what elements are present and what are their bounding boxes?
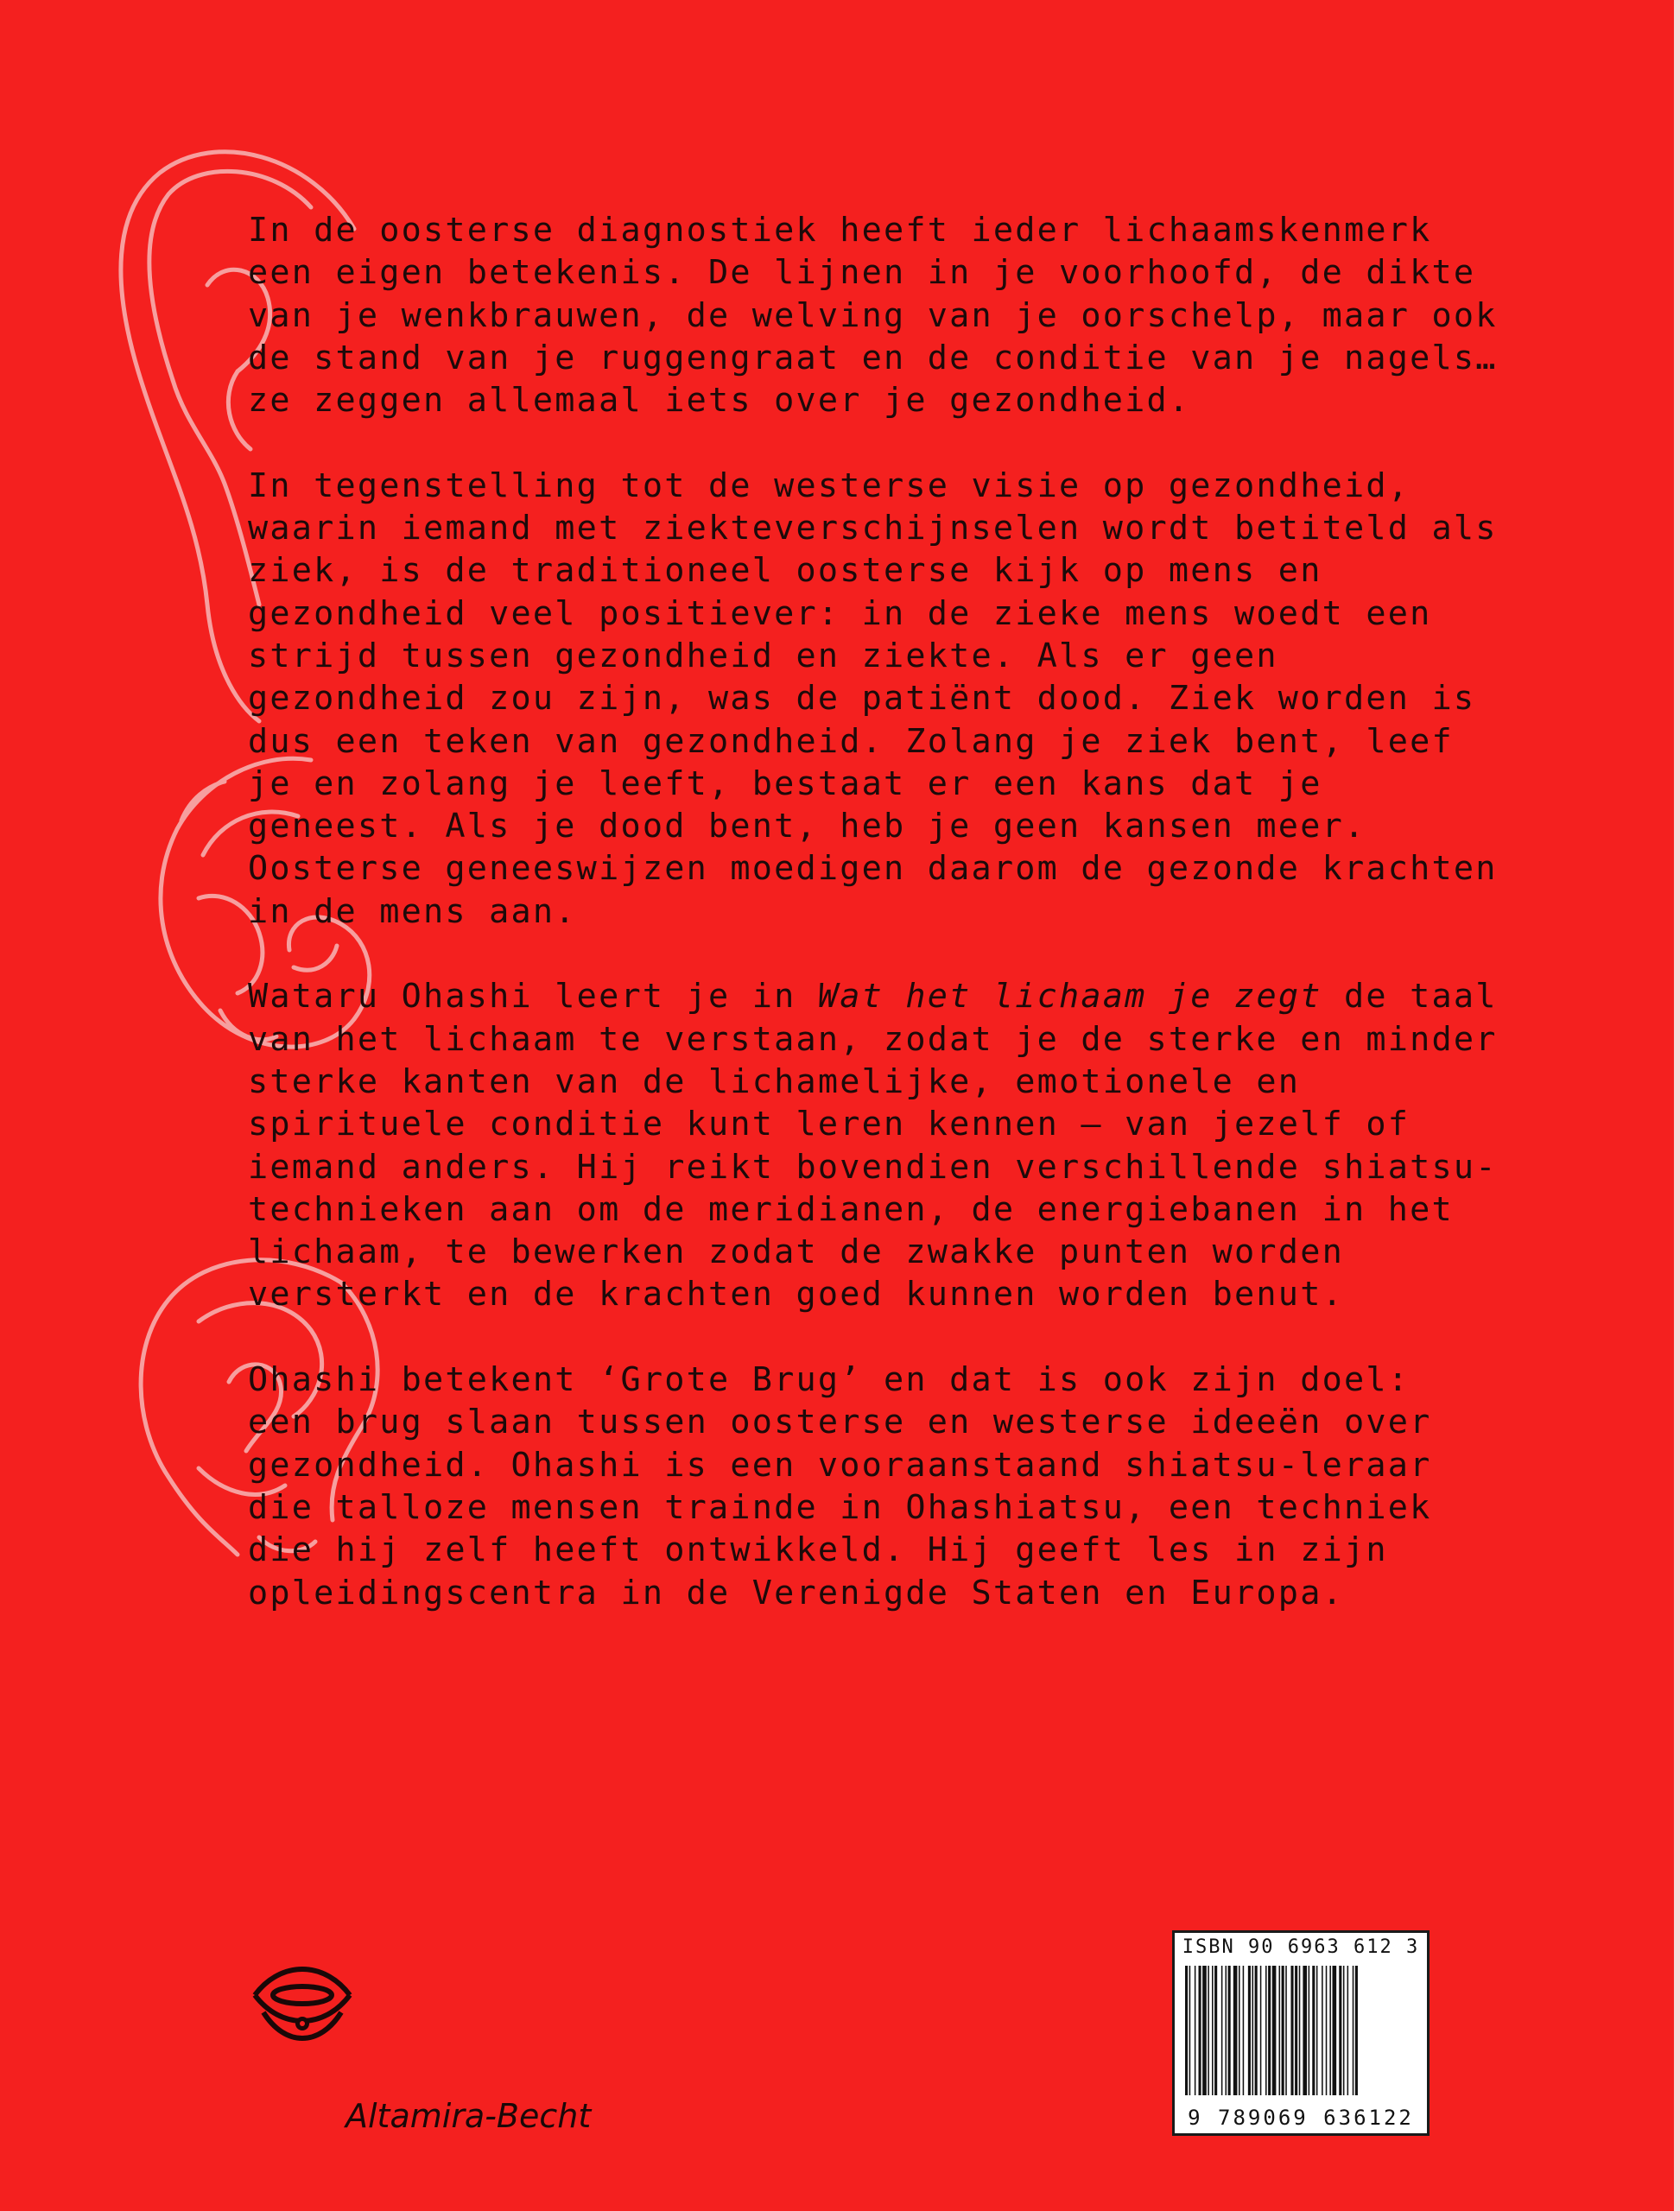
blurb-line: strijd tussen gezondheid en ziekte. Als er geen (248, 636, 1278, 675)
blurb-line: gezondheid. Ohashi is een vooraanstaand shiatsu-leraar (248, 1445, 1432, 1485)
publisher-name: Altamira-Becht (346, 2097, 592, 2135)
blurb-line: sterke kanten van de lichamelijke, emotionele en (248, 1061, 1301, 1101)
blurb-line: in de mens aan. (248, 891, 577, 931)
blurb-paragraph (248, 1359, 1474, 1614)
blurb-line: Ohashi betekent ‘Grote Brug’ en dat is ook zijn doel: (248, 1360, 1411, 1400)
blurb-line: dus een teken van gezondheid. Zolang je ziek bent, leef (248, 721, 1454, 761)
isbn-label: ISBN 90 6963 612 3 (1182, 1936, 1420, 1958)
blurb-line: van het lichaam te verstaan, zodat je de sterke en minder (248, 1019, 1498, 1059)
blurb-line: iemand anders. Hij reikt bovendien verschillende shiatsu- (248, 1147, 1498, 1187)
blurb-line-text: de taal (1322, 977, 1498, 1017)
page-edge (1674, 0, 1680, 2211)
blurb-line: technieken aan om de meridianen, de energiebanen in het (248, 1189, 1454, 1229)
book-title: Wat het lichaam je zegt (817, 977, 1322, 1017)
blurb-line: opleidingscentra in de Verenigde Staten en Europa. (248, 1573, 1344, 1612)
blurb-line: gezondheid veel positiever: in de zieke mens woedt een (248, 593, 1432, 633)
blurb-paragraph (248, 975, 1498, 1315)
blurb-paragraph (248, 465, 1498, 933)
barcode-icon (1185, 1966, 1417, 2095)
blurb-line: versterkt en de krachten goed kunnen worden benut. (248, 1275, 1344, 1315)
blurb-line: die talloze mensen trainde in Ohashiatsu, een techniek (248, 1487, 1432, 1527)
isbn-barcode (1172, 1930, 1430, 2136)
blurb-line: die hij zelf heeft ontwikkeld. Hij geeft les in zijn (248, 1530, 1388, 1570)
blurb-line: geneest. Als je dood bent, heb je geen kansen meer. (248, 807, 1366, 846)
blurb-line: lichaam, te bewerken zodat de zwakke punten worden (248, 1232, 1344, 1272)
blurb-line: een brug slaan tussen oosterse en westerse ideeën over (248, 1403, 1432, 1442)
blurb-line: In de oosterse diagnostiek heeft ieder lichaamskenmerk (248, 211, 1432, 250)
blurb-paragraph (248, 209, 1498, 421)
blurb-line: waarin iemand met ziekteverschijnselen wordt betiteld als (248, 509, 1498, 548)
blurb-line: van je wenkbrauwen, de welving van je oorschelp, maar ook (248, 295, 1498, 335)
blurb-line: een eigen betekenis. De lijnen in je voorhoofd, de dikte (248, 253, 1476, 293)
blurb-line (248, 975, 1498, 1017)
blurb-line: ze zeggen allemaal iets over je gezondheid. (248, 381, 1191, 421)
blurb-line: je en zolang je leeft, bestaat er een kans dat je (248, 763, 1322, 803)
blurb-line: Oosterse geneeswijzen moedigen daarom de gezonde krachten (248, 849, 1498, 889)
ean-digits: 9 789069 636122 (1188, 2106, 1414, 2130)
eye-logo-icon (246, 1948, 358, 2060)
blurb-line-text: Wataru Ohashi leert je in (248, 977, 818, 1017)
blurb-line: ziek, is de traditioneel oosterse kijk op mens en (248, 551, 1322, 591)
blurb-line: de stand van je ruggengraat en de conditie van je nagels… (248, 338, 1498, 377)
blurb-line: spirituele conditie kunt leren kennen — van jezelf of (248, 1105, 1411, 1144)
blurb-line: In tegenstelling tot de westerse visie op gezondheid, (248, 466, 1411, 505)
blurb-text (248, 209, 1498, 1657)
blurb-line: gezondheid zou zijn, was de patiënt dood. Ziek worden is (248, 679, 1476, 719)
